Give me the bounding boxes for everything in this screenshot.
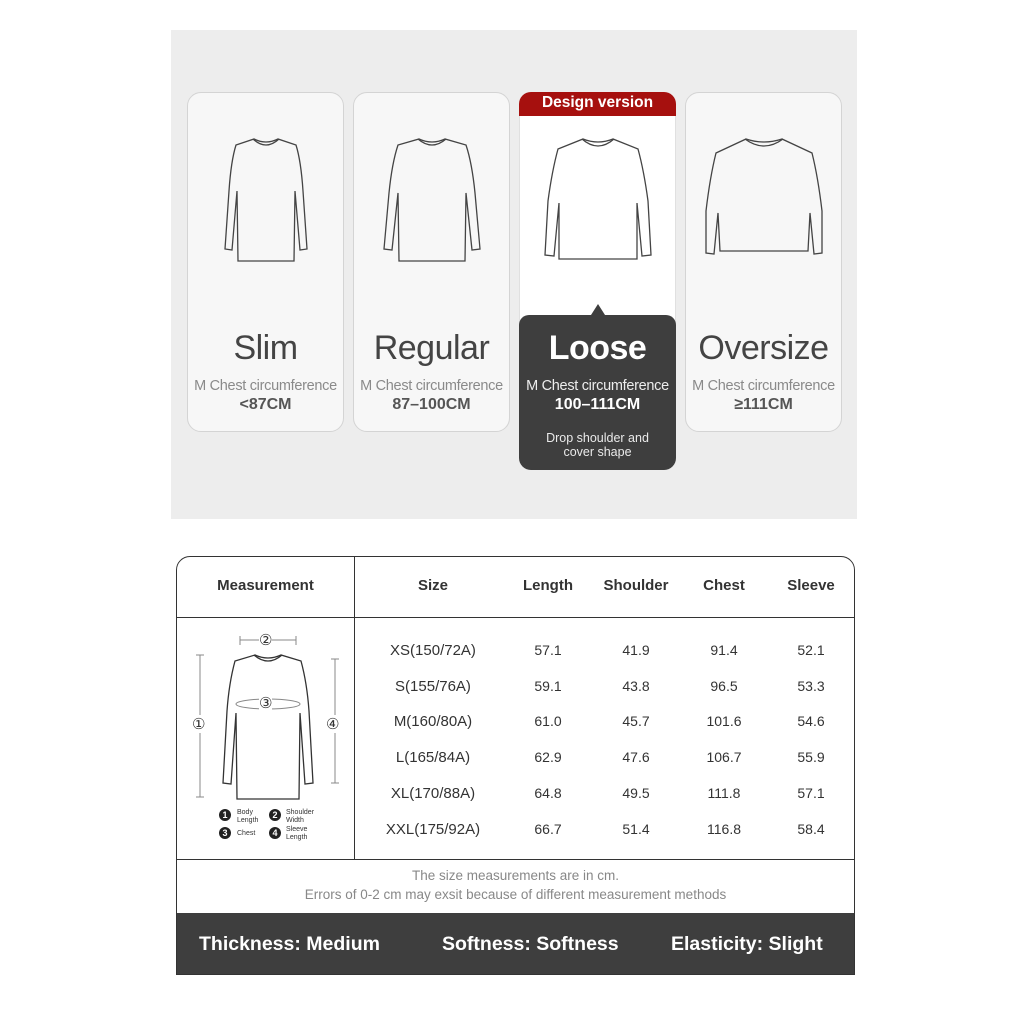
legend-label-1-line2: Length <box>237 817 259 824</box>
measurement-cell: 64.8 <box>534 784 562 801</box>
fit-name: Regular <box>373 329 490 367</box>
size-cell: L(165/84A) <box>395 749 471 767</box>
measurement-cell: 61.0 <box>534 713 562 730</box>
measurement-cell: 111.8 <box>707 784 741 801</box>
header-measurement: Measurement <box>217 577 314 594</box>
regular-shirt-icon <box>372 131 492 271</box>
fit-card-slim <box>187 92 344 432</box>
fabric-attributes-bar <box>177 913 854 974</box>
chest-value: ≥111CM <box>734 396 793 413</box>
measurement-cell: 41.9 <box>622 642 650 658</box>
fit-card-regular <box>353 92 510 432</box>
legend-label-3-line1: Chest <box>237 830 256 837</box>
measure-shirt-icon <box>223 655 313 799</box>
size-cell: XS(150/72A) <box>390 642 476 659</box>
header-length: Length <box>523 577 573 594</box>
fit-comparison-panel <box>171 30 857 519</box>
header-sleeve: Sleeve <box>787 577 835 594</box>
legend-label-2-line2: Width <box>286 817 304 824</box>
measurement-cell: 59.1 <box>534 677 562 694</box>
measurement-cell: 54.6 <box>797 713 825 730</box>
measurement-cell: 101.6 <box>706 713 742 730</box>
measurement-cell: 91.4 <box>710 642 738 658</box>
fit-card-loose <box>519 92 676 470</box>
header-size: Size <box>417 577 448 594</box>
legend-num-4: 4 <box>269 827 281 839</box>
measurement-cell: 47.6 <box>622 749 650 766</box>
measurement-cell: 96.5 <box>710 677 738 694</box>
measurement-cell: 57.1 <box>797 784 825 801</box>
legend-label-3 <box>237 830 255 838</box>
measurement-cell: 45.7 <box>622 713 650 730</box>
column-divider <box>354 557 355 859</box>
measurement-cell: 51.4 <box>622 820 650 837</box>
legend-label-2 <box>286 809 314 825</box>
size-cell: XL(170/88A) <box>390 784 476 802</box>
size-cell: S(155/76A) <box>395 677 471 695</box>
legend-num-2: 2 <box>269 809 281 821</box>
chest-label: M Chest circumference <box>360 378 503 394</box>
softness-attribute: Softness: Softness <box>442 933 619 955</box>
measurement-cell: 53.3 <box>797 677 825 694</box>
measurement-diagram <box>193 631 343 849</box>
size-chart-table <box>176 556 855 975</box>
loose-shirt-icon <box>538 131 658 271</box>
header-divider <box>177 617 854 618</box>
measurement-cell: 49.5 <box>622 784 650 801</box>
measurement-cell: 52.1 <box>797 642 825 658</box>
legend-label-4-line1: Sleeve <box>286 826 308 833</box>
legend-num-1: 1 <box>219 809 231 821</box>
measurement-cell: 55.9 <box>797 749 825 766</box>
marker-sleeve-length: ④ <box>326 716 340 733</box>
legend-label-1-line1: Body <box>237 809 253 816</box>
elasticity-attribute: Elasticity: Slight <box>671 933 823 955</box>
fit-name: Oversize <box>698 329 829 367</box>
chest-value: 87–100CM <box>392 396 471 413</box>
chest-label: M Chest circumference <box>692 378 835 394</box>
chest-value: 100–111CM <box>554 396 641 413</box>
fit-description-line2: cover shape <box>563 445 632 459</box>
marker-body-length: ① <box>192 716 206 733</box>
fit-description <box>520 431 675 459</box>
measurement-cell: 66.7 <box>534 820 562 837</box>
size-cell: XXL(175/92A) <box>385 820 481 838</box>
measurement-cell: 116.8 <box>707 820 741 837</box>
table-bottom-divider <box>177 859 854 860</box>
marker-shoulder-width: ② <box>259 632 273 649</box>
measurement-note-line2: Errors of 0-2 cm may exsit because of different measurement methods <box>304 887 727 902</box>
callout-pointer <box>591 304 605 315</box>
design-version-badge: Design version <box>519 92 676 116</box>
header-chest: Chest <box>703 577 745 594</box>
measurement-cell: 106.7 <box>706 749 742 766</box>
measurement-note-line1: The size measurements are in cm. <box>411 868 620 883</box>
fit-description-line1: Drop shoulder and <box>546 431 649 445</box>
legend-num-3: 3 <box>219 827 231 839</box>
header-shoulder: Shoulder <box>603 577 669 594</box>
legend-label-1 <box>237 809 258 825</box>
legend-label-4 <box>286 826 307 842</box>
oversize-shirt-icon <box>704 131 824 271</box>
measurement-cell: 58.4 <box>797 820 825 837</box>
legend-label-4-line2: Length <box>286 834 308 841</box>
fit-card-oversize <box>685 92 842 432</box>
legend-label-2-line1: Shoulder <box>286 809 315 816</box>
fit-name: Slim <box>233 329 298 367</box>
slim-shirt-icon <box>206 131 326 271</box>
chest-value: <87CM <box>239 396 292 413</box>
size-cell: M(160/80A) <box>393 713 473 731</box>
chest-label: M Chest circumference <box>194 378 337 394</box>
measurement-cell: 43.8 <box>622 677 650 694</box>
marker-chest: ③ <box>259 695 273 712</box>
chest-label: M Chest circumference <box>526 378 669 394</box>
fit-name: Loose <box>548 329 647 367</box>
measurement-cell: 57.1 <box>534 642 562 658</box>
measurement-cell: 62.9 <box>534 749 562 766</box>
thickness-attribute: Thickness: Medium <box>199 933 380 955</box>
